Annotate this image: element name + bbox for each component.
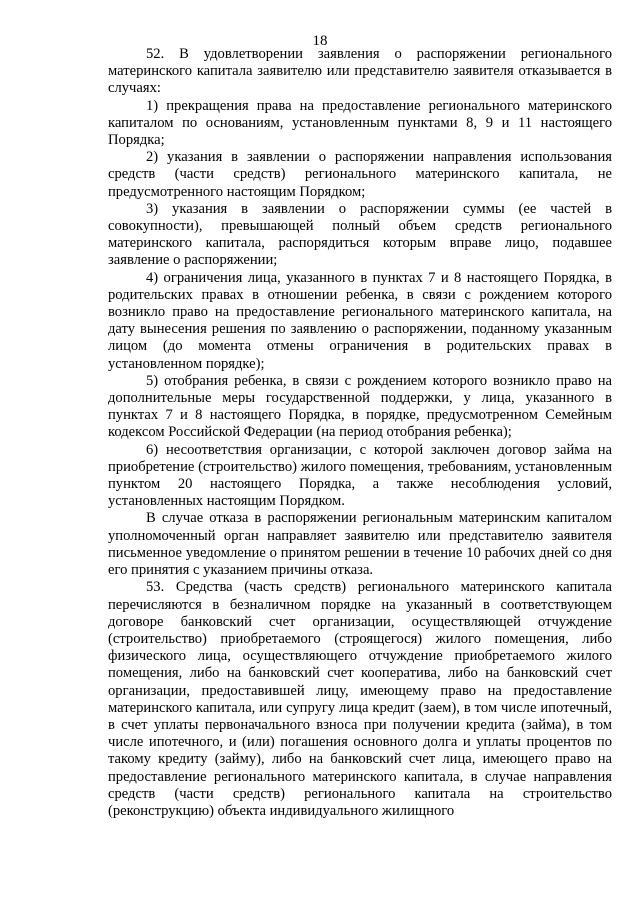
paragraph-53: 53. Средства (часть средств) регионального материнского капитала перечисляются в безналичном порядке на указанный в соответствующем договоре банковский счет организации, осуществляющей отчуждение (строительство) приобретаемого (строящегося) жилого помещения, либо физического лица, осуществляющего отчуждение приобретаемого жилого помещения, либо на банковский счет кооператива, либо на банковский счет организации, предоставившей лицу, имеющему право на предоставление материнского капитала, или супругу лица кредит (заем), в том числе ипотечный, в счет уплаты первоначального взноса при получении кредита (займа), в том числе ипотечного, и (или) погашения основного долга и уплаты процентов по такому кредиту (займу), либо на банковский счет лица, имеющего право на предоставление регионального материнского капитала, в случае направления средств (части средств) регионального капитала на строительство (реконструкцию) объекта индивидуального жилищного [108,579,612,819]
document-body [108,46,612,820]
paragraph-refusal-notice: В случае отказа в распоряжении региональным материнским капиталом уполномоченный орган направляет заявителю или представителю заявителя письменное уведомление о принятом решении в течение 10 рабочих дней со дня его принятия с указанием причины отказа. [108,510,612,579]
paragraph-item-2: 2) указания в заявлении о распоряжении направления использования средств (части средств) регионального материнского капитала, не предусмотренного настоящим Порядком; [108,149,612,200]
paragraph-item-4: 4) ограничения лица, указанного в пунктах 7 и 8 настоящего Порядка, в родительских правах в отношении ребенка, в связи с рождением которого возникло право на предоставление регионального материнского капитала, на дату вынесения решения по заявлению о распоряжении, поданному указанным лицом (до момента отмены ограничения в родительских правах в установленном порядке); [108,269,612,372]
paragraph-item-1: 1) прекращения права на предоставление регионального материнского капиталом по основаниям, установленным пунктами 8, 9 и 11 настоящего Порядка; [108,97,612,149]
paragraph-item-6: 6) несоответствия организации, с которой заключен договор займа на приобретение (строительство) жилого помещения, требованиям, установленным пунктом 20 настоящего Порядка, а также несоблюдения условий, установленных настоящим Порядком. [108,441,612,510]
paragraph-item-3: 3) указания в заявлении о распоряжении суммы (ее частей в совокупности), превышающей полный объем средств регионального материнского капитала, распорядиться которым вправе лицо, подавшее заявление о распоряжении; [108,200,612,269]
page-number: 18 [312,33,328,49]
paragraph-52-intro: 52. В удовлетворении заявления о распоряжении регионального материнского капитала заявителю или представителю заявителя отказывается в случаях: [108,46,612,97]
paragraph-item-5: 5) отобрания ребенка, в связи с рождением которого возникло право на дополнительные меры государственной поддержки, у лица, указанного в пунктах 7 и 8 настоящего Порядка, в порядке, предусмотренном Семейным кодексом Российской Федерации (на период отобрания ребенка); [108,372,612,441]
